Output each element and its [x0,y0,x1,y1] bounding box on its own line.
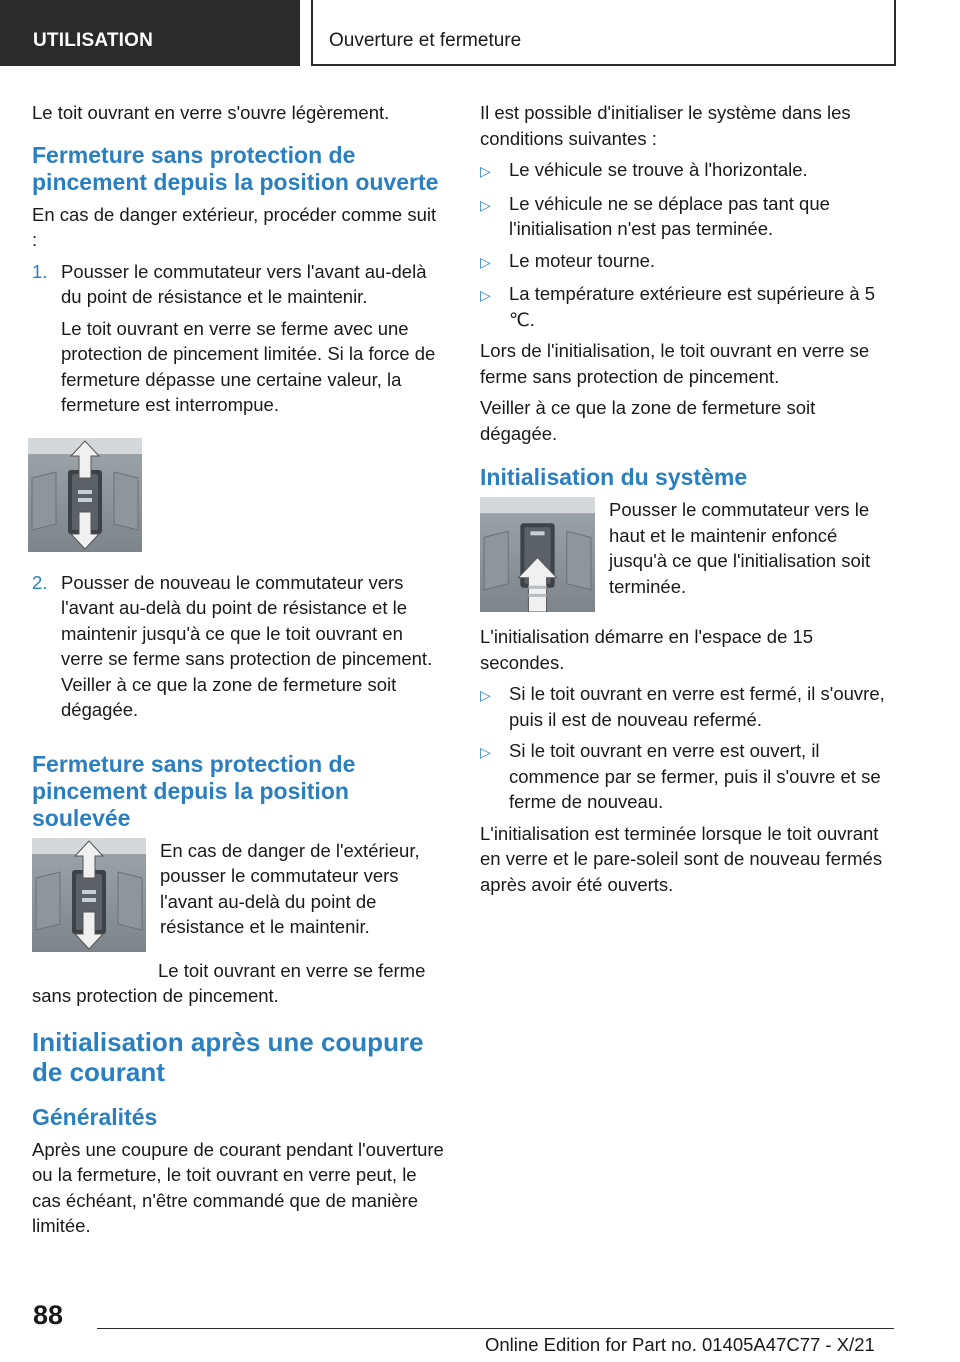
page-number: 88 [33,1300,64,1330]
bullet-icon: ▷ [480,687,491,703]
bullet-icon: ▷ [480,287,491,303]
general-text: Après une coupure de courant pendant l'ouverture ou la fermeture, le toit ouvrant en verre peut, le cas échéant, n'être commandé que de manière limitée. [32,1138,444,1236]
step-number: 2. [32,571,48,593]
section-tab [0,0,300,66]
bullet-icon: ▷ [480,163,491,179]
system-init-figure-block [480,497,894,612]
init-start-text: L'initialisation démarre en l'espace de 15 secondes. [480,626,814,673]
intro-text: Le toit ouvrant en verre s'ouvre légèrement. [32,102,390,123]
footer-divider [97,1328,894,1329]
condition-text: Le véhicule ne se déplace pas tant que l'initialisation n'est pas terminée. [509,192,830,239]
condition-item [480,281,894,332]
case-text: Si le toit ouvrant en verre est fermé, il s'ouvre, puis il est de nouveau refermé. [509,683,885,730]
switch-figure-updown-icon [28,438,142,552]
step-number: 1. [32,260,48,282]
during-init-text: Lors de l'initialisation, le toit ouvrant en verre se ferme sans protection de pincement. [480,340,870,387]
step-2-text: Pousser de nouveau le commutateur vers l'avant au-delà du point de résistance et le maintenir jusqu'à ce que le toit ouvrant en verre se ferme sans protection de pincement. Veiller à ce que la zone de fermeture soit dégagée. [61,571,433,720]
heading-init-after-power: Initialisation après une coupure de courant [32,1026,424,1087]
system-init-text: Pousser le commutateur vers le haut et le maintenir enfoncé jusqu'à ce que l'initialisation soit terminée. [609,499,871,597]
section-title: UTILISATION [33,30,154,51]
chapter-tab [311,0,896,66]
heading-general: Généralités [32,1103,158,1130]
case-item [480,681,894,732]
bullet-icon: ▷ [480,196,491,213]
condition-text: La température extérieure est supérieure à 5 ℃. [509,283,876,330]
condition-item [480,157,894,185]
bullet-icon: ▷ [480,253,491,270]
raised-text: En cas de danger de l'extérieur, pousser le commutateur vers l'avant au-delà du point de résistance et le maintenir. [160,839,420,937]
left-column [32,100,446,1245]
raised-figure-block [32,838,446,952]
footer-edition: Online Edition for Part no. 01405A47C77 - X/21 [485,1334,875,1355]
danger-text: En cas de danger extérieur, procéder comme suit : [32,203,437,250]
heading-close-raised: Fermeture sans protection de pincement depuis la position soulevée [32,750,356,831]
condition-text: Le véhicule se trouve à l'horizontale. [509,159,808,180]
condition-item [480,191,894,242]
step-1-note: Le toit ouvrant en verre se ferme avec une protection de pincement limitée. Si la force de fermeture dépasse une certaine valeur, la fermeture est interrompue. [61,317,436,415]
raised-text-2: Le toit ouvrant en verre se ferme sans protection de pincement. [32,959,426,1006]
condition-item [480,248,894,276]
switch-figure-updown-icon [32,838,146,952]
init-end-text: L'initialisation est terminée lorsque le toit ouvrant en verre et le pare-soleil sont de nouveau fermés après avoir été ouverts. [480,822,883,895]
case-item [480,738,894,815]
case-text: Si le toit ouvrant en verre est ouvert, il commence par se fermer, puis il s'ouvre et se ferme de nouveau. [509,740,881,812]
conditions-intro: Il est possible d'initialiser le système dans les conditions suivantes : [480,102,851,149]
heading-close-open: Fermeture sans protection de pincement depuis la position ouverte [32,141,439,195]
condition-text: Le moteur tourne. [509,249,656,271]
chapter-title: Ouverture et fermeture [329,30,522,51]
heading-system-init: Initialisation du système [480,464,748,490]
step-1-text: Pousser le commutateur vers l'avant au-delà du point de résistance et le maintenir. [61,260,427,307]
clear-zone-text: Veiller à ce que la zone de fermeture soit dégagée. [480,397,816,444]
bullet-icon: ▷ [480,744,491,760]
step-2 [32,570,446,729]
switch-figure-up-icon [480,497,595,612]
step-1 [32,259,446,424]
right-column [480,100,894,903]
